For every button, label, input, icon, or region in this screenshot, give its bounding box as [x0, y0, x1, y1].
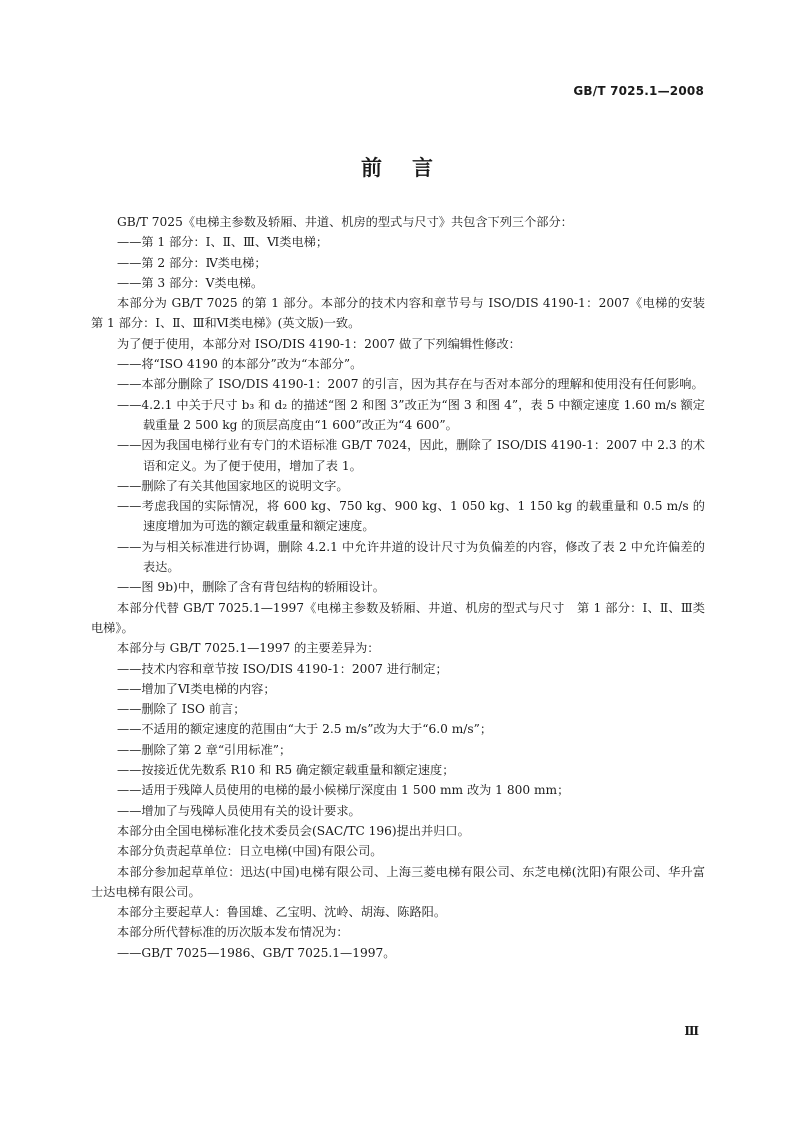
paragraph: 本部分代替 GB/T 7025.1—1997《电梯主参数及轿厢、井道、机房的型式与尺寸 第 1 部分：Ⅰ、Ⅱ、Ⅲ类电梯》。	[91, 600, 705, 635]
list-item: ——增加了与残障人员使用有关的设计要求。	[117, 803, 361, 818]
list-item: ——GB/T 7025—1986、GB/T 7025.1—1997。	[117, 945, 396, 960]
paragraph: 本部分所代替标准的历次版本发布情况为：	[117, 925, 349, 940]
paragraph: 本部分参加起草单位：迅达(中国)电梯有限公司、上海三菱电梯有限公司、东芝电梯(沈阳)有限公司、华升富士达电梯有限公司。	[91, 864, 705, 899]
list-item: ——删除了第 2 章“引用标准”；	[117, 742, 292, 757]
list-item: ——删除了 ISO 前言；	[117, 702, 246, 717]
list-item: ——第 1 部分：Ⅰ、Ⅱ、Ⅲ、Ⅵ类电梯；	[117, 235, 329, 250]
list-item: ——为与相关标准进行协调，删除 4.2.1 中允许井道的设计尺寸为负偏差的内容，修改了表 2 中允许偏差的表达。	[117, 539, 705, 575]
list-item: ——将“ISO 4190 的本部分”改为“本部分”。	[117, 357, 363, 372]
paragraph: 本部分由全国电梯标准化技术委员会(SAC/TC 196)提出并归口。	[117, 823, 470, 838]
list-item: ——不适用的额定速度的范围由“大于 2.5 m/s”改为大于“6.0 m/s”；	[117, 722, 493, 737]
page-number: Ⅲ	[684, 1024, 699, 1038]
paragraph: 本部分为 GB/T 7025 的第 1 部分。本部分的技术内容和章节号与 ISO/DIS 4190-1：2007《电梯的安装 第 1 部分：Ⅰ、Ⅱ、Ⅲ和Ⅵ类电梯》(英文版)一致。	[91, 296, 718, 331]
paragraph: 为了便于使用，本部分对 ISO/DIS 4190-1：2007 做了下列编辑性修改：	[117, 336, 521, 351]
list-item: ——4.2.1 中关于尺寸 b₃ 和 d₂ 的描述“图 2 和图 3”改正为“图 3 和图 4”，表 5 中额定速度 1.60 m/s 额定载重量 2 500 kg 的顶层高度由“1 600”改正为“4 600”。	[117, 397, 705, 432]
foreword-body	[91, 212, 718, 963]
list-item: ——技术内容和章节按 ISO/DIS 4190-1：2007 进行制定；	[117, 661, 448, 676]
paragraph: 本部分与 GB/T 7025.1—1997 的主要差异为：	[117, 641, 380, 656]
list-item: ——删除了有关其他国家地区的说明文字。	[117, 478, 349, 493]
paragraph: GB/T 7025《电梯主参数及轿厢、井道、机房的型式与尺寸》共包含下列三个部分：	[117, 215, 573, 229]
list-item: ——增加了Ⅵ类电梯的内容；	[117, 681, 276, 696]
list-item: ——因为我国电梯行业有专门的术语标准 GB/T 7024，因此，删除了 ISO/DIS 4190-1：2007 中 2.3 的术语和定义。为了便于使用，增加了表 1。	[117, 438, 705, 473]
list-item: ——本部分删除了 ISO/DIS 4190-1：2007 的引言，因为其存在与否对本部分的理解和使用没有任何影响。	[117, 377, 704, 392]
list-item: ——图 9b)中，删除了含有背包结构的轿厢设计。	[117, 580, 385, 595]
paragraph: 本部分主要起草人：鲁国雄、乙宝明、沈岭、胡海、陈路阳。	[117, 905, 447, 920]
list-item: ——按接近优先数系 R10 和 R5 确定额定载重量和额定速度；	[117, 763, 455, 778]
paragraph: 本部分负责起草单位：日立电梯(中国)有限公司。	[117, 844, 383, 859]
list-item: ——适用于残障人员使用的电梯的最小候梯厅深度由 1 500 mm 改为 1 800 mm；	[117, 783, 570, 798]
list-item: ——第 3 部分：Ⅴ类电梯。	[117, 275, 264, 290]
standard-code: GB/T 7025.1—2008	[573, 84, 704, 98]
list-item: ——考虑我国的实际情况，将 600 kg、750 kg、900 kg、1 050 kg、1 150 kg 的载重量和 0.5 m/s 的速度增加为可选的额定载重量和额定速度。	[117, 499, 705, 534]
list-item: ——第 2 部分：Ⅳ类电梯；	[117, 255, 267, 270]
page-title: 前言	[361, 156, 463, 180]
